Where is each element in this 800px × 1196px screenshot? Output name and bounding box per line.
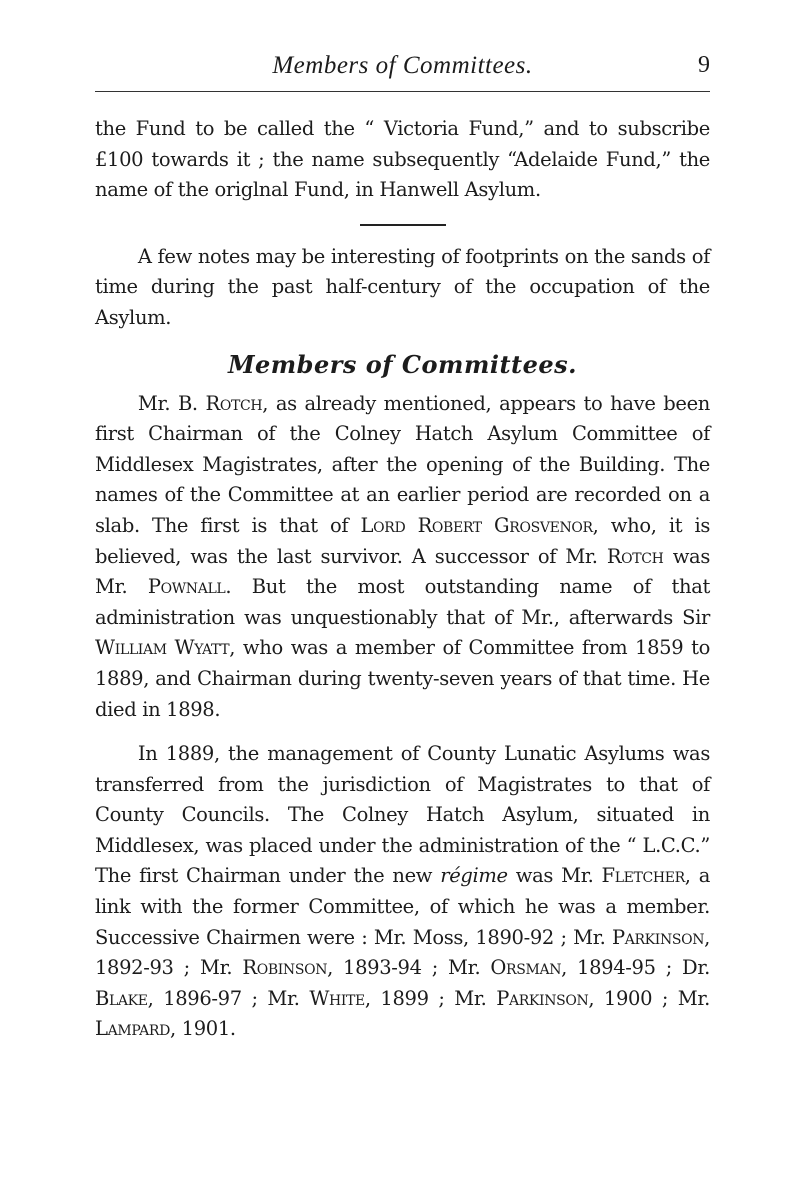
person-name: Robinson xyxy=(242,956,328,980)
person-name: Lampard xyxy=(95,1017,170,1041)
running-title: Members of Committees. xyxy=(272,52,533,79)
page xyxy=(95,52,710,1045)
text-run: In 1889, the management of County Lunatic Asylums was transferred from the jurisdiction of Magistrates to that of County Councils. The Colney Hatch Asylum, situated in Middlesex, was placed under the administration of the “ L.C.C.” The first Chairman under the new xyxy=(95,742,710,888)
text-run: was Mr. xyxy=(95,544,710,599)
page-number: 9 xyxy=(698,52,710,78)
person-name: Parkinson xyxy=(496,986,589,1010)
person-name: White xyxy=(309,986,365,1010)
text-run: , who, it is believed, was the last survivor. A successor of Mr. xyxy=(95,513,710,568)
text-run: , 1896-97 ; Mr. xyxy=(147,986,310,1010)
text-run: , a link with the former Committee, of which he was a member. Successive Chairmen were : Mr. Moss, 1890-92 ; Mr. xyxy=(95,864,710,949)
person-name: Orsman xyxy=(490,956,562,980)
text-run: . But the most outstanding name of that administration was unquestionably that of Mr., afterwards Sir xyxy=(95,575,710,629)
person-name: Fletcher xyxy=(601,864,685,888)
paragraph-county-councils xyxy=(95,739,710,1045)
person-name: Parkinson xyxy=(611,925,705,949)
paragraph-victoria-fund: the Fund to be called the “ Victoria Fund,” and to subscribe £100 towards it ; the name subsequently “Adelaide Fund,” the name of the origlnal Fund, in Hanwell Asylum. xyxy=(95,117,710,202)
person-name: Pownall xyxy=(147,575,226,599)
italic-term: régime xyxy=(440,864,508,888)
paragraph-chairmen-magistrates xyxy=(95,389,710,726)
person-name: Rotch xyxy=(205,391,263,415)
section-heading: Members of Committees. xyxy=(227,349,578,379)
text-run: was Mr. xyxy=(507,864,602,888)
text-run: Mr. B. xyxy=(137,391,206,415)
text-run: , 1894-95 ; Dr. xyxy=(561,956,710,980)
header-rule xyxy=(95,91,710,92)
text-run: , 1893-94 ; Mr. xyxy=(327,956,491,980)
section-divider xyxy=(360,224,446,226)
paragraph-footprints: A few notes may be interesting of footprints on the sands of time during the past half-century of the occupation of the Asylum. xyxy=(95,244,710,329)
person-name: Lord Robert Grosvenor xyxy=(360,513,593,537)
text-run: , 1892-93 ; Mr. xyxy=(95,925,710,980)
person-name: Rotch xyxy=(606,544,664,568)
text-run: , 1899 ; Mr. xyxy=(364,986,497,1010)
text-run: , who was a member of Committee from 1859 to 1889, and Chairman during twenty-seven years of that time. He died in 1898. xyxy=(95,636,710,721)
text-run: , 1900 ; Mr. xyxy=(588,986,711,1010)
person-name: William Wyatt xyxy=(95,636,230,660)
page-header xyxy=(95,52,710,90)
person-name: Blake xyxy=(95,986,148,1010)
text-run: , 1901. xyxy=(169,1017,236,1041)
text-run: , as already mentioned, appears to have been first Chairman of the Colney Hatch Asylum Committee of Middlesex Magistrates, after the opening of the Building. The names of the Committee at an earlier period are recorded on a slab. The first is that of xyxy=(95,391,710,537)
